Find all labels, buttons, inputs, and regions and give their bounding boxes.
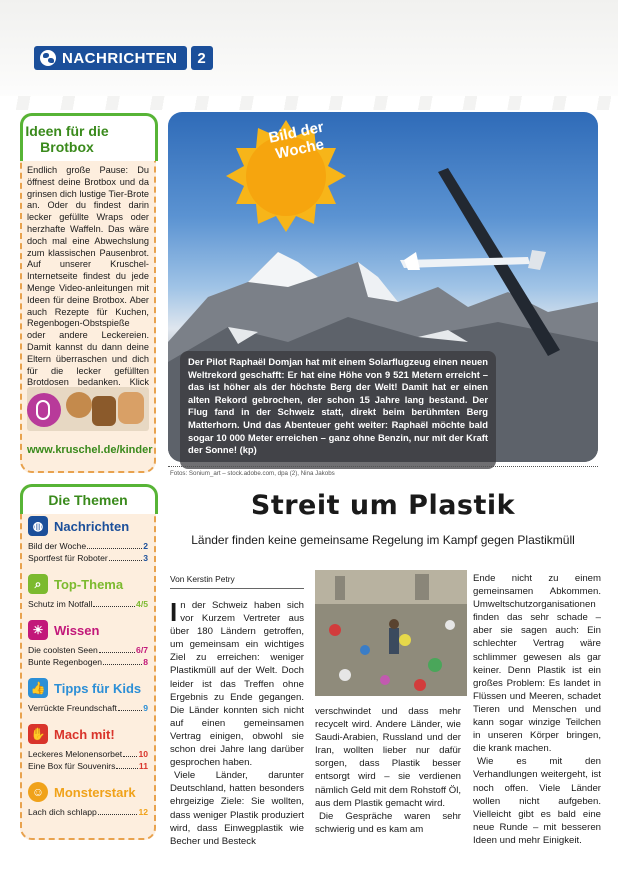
page-number: 2 xyxy=(191,46,213,70)
dropcap: I xyxy=(170,597,178,627)
section-label: Monsterstark xyxy=(54,784,136,800)
lightbulb-icon: ☀ xyxy=(28,620,48,640)
article-column-1 xyxy=(170,599,304,848)
magnifier-icon: ⌕ xyxy=(28,574,48,594)
section-label: Mach mit! xyxy=(54,726,115,742)
photo-caption: Der Pilot Raphaël Domjan hat mit einem Solarflugzeug einen neuen Weltrekord geschafft: Er hat eine Höhe von 9 521 Metern erreicht – das ist höher als der höchste Berg der Welt! Damit hat er einen alten Rekord gebrochen, der schon 15 Jahre lang bestand. Der Flug fand in der Schweiz statt, direkt beim berühmten Berg Matterhorn. Und das Abenteuer geht weiter: Raphaël möchte bald sogar 10 000 Meter erreichen – ganz ohne Benzin, nur mit der Kraft der Sonne! (kp) xyxy=(180,351,496,469)
kruschel-link[interactable]: www.kruschel.de/kinder xyxy=(27,444,153,456)
toc-item[interactable]: Lach dich schlapp 12 xyxy=(28,807,148,817)
section-title: NACHRICHTEN xyxy=(62,49,178,67)
photo-credit: Fotos: Sonium_art – stock.adobe.com, dpa (2), Nina Jakobs xyxy=(170,470,335,477)
waste-scene xyxy=(315,570,467,696)
toc-item[interactable]: Sportfest für Roboter 3 xyxy=(28,553,148,563)
themen-title: Die Themen xyxy=(48,492,128,508)
food-photo-3 xyxy=(118,392,144,424)
paragraph: Die Gespräche waren sehr schwierig und es kam am xyxy=(315,810,461,835)
toc-item[interactable]: Leckeres Melonensorbet 10 xyxy=(28,749,148,759)
globe-icon: ◍ xyxy=(28,516,48,536)
section-label: Top-Thema xyxy=(54,576,124,592)
article-headline: Streit um Plastik xyxy=(250,490,516,521)
paragraph: verschwindet und dass mehr recycelt wird. Andere Länder, wie Saudi-Arabien, Russland und der Iran, wollten lieber nur dafür sorgen, dass Plastik besser entsorgt wird – sie verdienen nämlich Geld mit dem Rohstoff Öl, aus dem Plastik gemacht wird. xyxy=(315,706,461,809)
divider xyxy=(168,466,598,467)
article-column-3 xyxy=(473,572,601,847)
toc-item[interactable]: Verrückte Freundschaft 9 xyxy=(28,703,148,713)
paragraph: Viele Länder, darunter Deutschland, hatten besonders ehrgeizige Ziele: Sie wollten, dass weniger Plastik produziert wird, dass Einwegplastik wie Becher und Besteck xyxy=(170,770,304,847)
brotbox-text: Endlich große Pause: Du öffnest deine Brotbox und da grinsen dich lustige Tier-Brote an. Oder du findest darin lecker gefüllte Wraps oder herzhafte Waffeln. Das wäre doch mal eine Abwechslung zum klassischen Pausenbrot. Auf unserer Kruschel-Internetseite findest du jede Menge Video-anleitungen mit Ideen für deine Brotbox. Aber auch Rezepte für Kuchen, Regenbogen-Obstspieße oder andere Leckereien. Damit kannst du dann deine Eltern überraschen und dich für die lecker gefüllten Brotdosen bedanken. Klick xyxy=(27,165,149,388)
food-photo-1 xyxy=(66,392,92,418)
food-photo-2 xyxy=(92,396,116,426)
globe-icon xyxy=(40,50,56,66)
toc-item[interactable]: Bunte Regenbogen 8 xyxy=(28,657,148,667)
article-column-2 xyxy=(315,705,461,836)
toc-item[interactable]: Eine Box für Souvenirs 11 xyxy=(28,761,148,771)
section-label: Nachrichten xyxy=(54,518,130,534)
thumbs-up-icon: 👍 xyxy=(28,678,48,698)
toc-item[interactable]: Bild der Woche 2 xyxy=(28,541,148,551)
article-byline: Von Kerstin Petry xyxy=(170,574,304,589)
section-wissen[interactable] xyxy=(28,620,99,640)
toc-item[interactable]: Schutz im Notfall 4/5 xyxy=(28,599,148,609)
section-tipps[interactable] xyxy=(28,678,141,698)
sun-badge-text: Bild der Woche xyxy=(267,118,326,163)
article-subline: Länder finden keine gemeinsame Regelung im Kampf gegen Plastikmüll xyxy=(191,533,575,547)
section-mach-mit[interactable] xyxy=(28,724,115,744)
section-label: Wissen xyxy=(54,622,100,638)
section-top-thema[interactable] xyxy=(28,574,123,594)
smiley-icon: ☺ xyxy=(28,782,48,802)
section-nachrichten[interactable] xyxy=(28,516,129,536)
paragraph: Ende nicht zu einem gemeinsamen Abkommen. Umweltschutzorganisationen finden das sehr schade – aber sie sagen auch: Ein schlechter Vertrag wäre schlimmer gewesen als gar keiner. Denn Plastik ist ein großes Problem: Es landet in Flüssen und Meeren, schadet Tieren und Menschen und kann sogar winzige Teilchen in unseren Körper bringen, die krank machen. xyxy=(473,573,601,755)
toc-item[interactable]: Die coolsten Seen 6/7 xyxy=(28,645,148,655)
paragraph: Wie es mit den Verhandlungen weitergeht, ist noch offen. Viele Länder wollen nicht aufgeben. Vielleicht gibt es bald eine neue Runde – mit besseren Ideen und mehr Einigkeit. xyxy=(473,756,601,846)
section-label: Tipps für Kids xyxy=(54,680,142,696)
brotbox-title: Ideen für die Brotbox xyxy=(25,123,109,155)
paragraph: n der Schweiz haben sich vor Kurzem Vertreter aus über 180 Ländern getroffen, um gemeinsam ein wichtiges Ziel zu erreichen: weniger Plastikmüll auf der Welt. Doch leider ist das Treffen ohne Ergebnis zu Ende gegangen. Die Länder konnten sich nicht auf einen gemeinsamen Vertrag einigen, obwohl sie schon drei Jahre lang darüber gesprochen haben. xyxy=(170,600,304,769)
section-pill xyxy=(34,46,187,70)
section-header xyxy=(34,46,213,70)
section-monsterstark[interactable] xyxy=(28,782,136,802)
plastic-waste-photo xyxy=(315,570,467,696)
hand-icon: ✋ xyxy=(28,724,48,744)
mouse-icon xyxy=(36,400,50,420)
